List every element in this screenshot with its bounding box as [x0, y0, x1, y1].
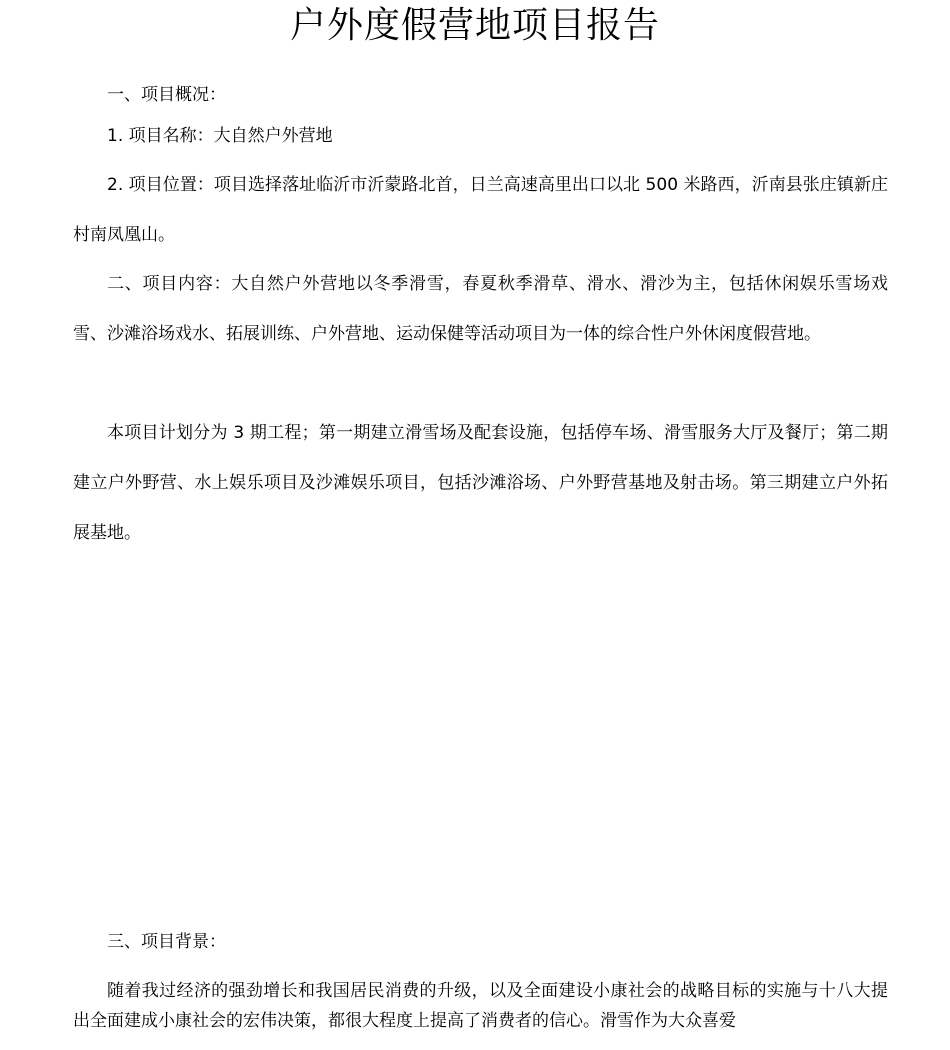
background-paragraph: 随着我过经济的强劲增长和我国居民消费的升级，以及全面建设小康社会的战略目标的实施与十八大提出全面建成小康社会的宏伟决策，都很大程度上提高了消费者的信心。滑雪作为大众喜爱	[73, 981, 888, 1031]
project-location-paragraph: 2. 项目位置：项目选择落址临沂市沂蒙路北首，日兰高速高里出口以北 500 米路西，沂南县张庄镇新庄村南凤凰山。	[73, 175, 888, 245]
document-title: 户外度假营地项目报告	[289, 5, 660, 46]
project-name-paragraph: 1. 项目名称：大自然户外营地	[107, 126, 333, 146]
overview-heading: 一、项目概况：	[107, 85, 226, 105]
project-phases-paragraph: 本项目计划分为 3 期工程；第一期建立滑雪场及配套设施，包括停车场、滑雪服务大厅及餐厅；第二期建立户外野营、水上娱乐项目及沙滩娱乐项目，包括沙滩浴场、户外野营基地及射击场。第三期建立户外拓展基地。	[73, 423, 888, 543]
project-content-paragraph: 二、项目内容：大自然户外营地以冬季滑雪，春夏秋季滑草、滑水、滑沙为主，包括休闲娱乐雪场戏雪、沙滩浴场戏水、拓展训练、户外营地、运动保健等活动项目为一体的综合性户外休闲度假营地。	[73, 274, 888, 344]
background-heading: 三、项目背景：	[107, 932, 226, 952]
